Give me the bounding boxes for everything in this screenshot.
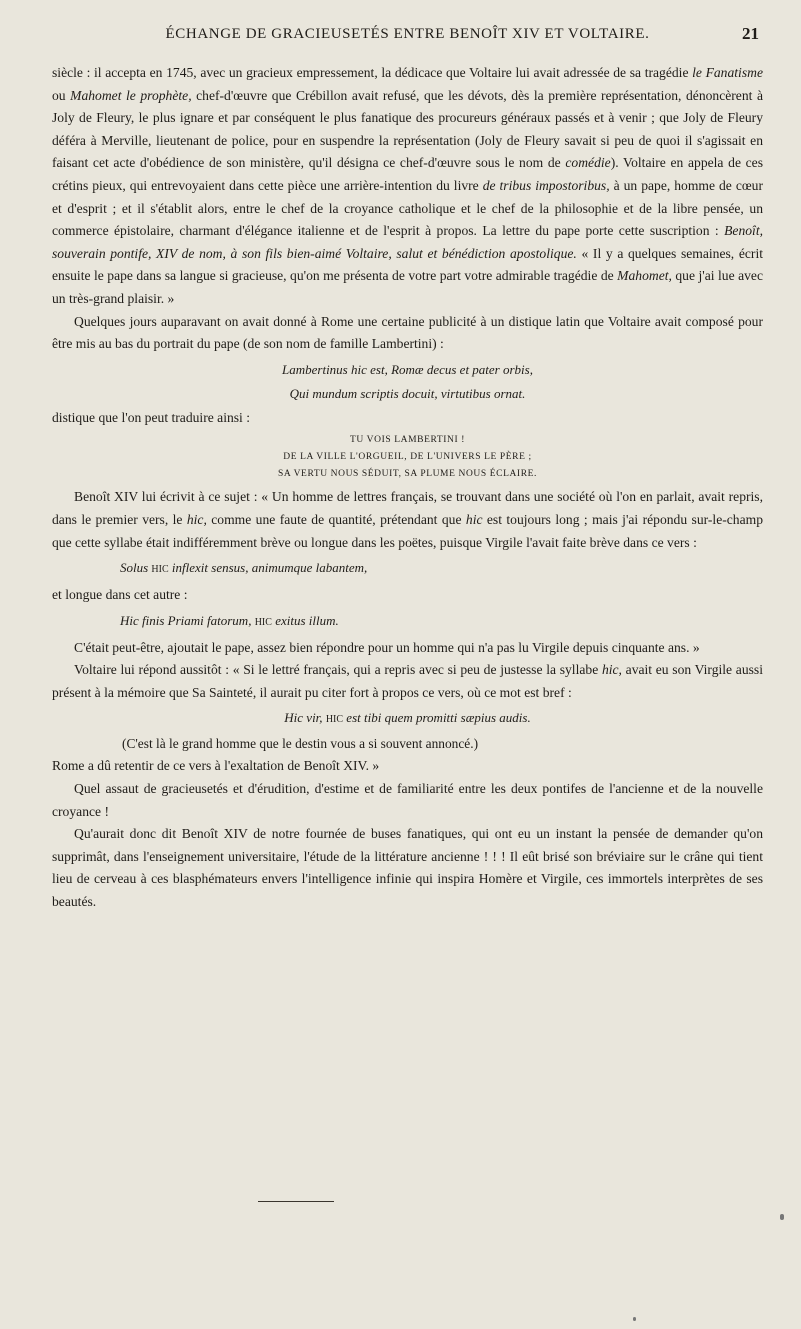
paragraph-9: Quel assaut de gracieusetés et d'érudition, d'estime et de familiarité entre les deux pontifes de l'ancienne et de la nouvelle croyance ! <box>52 781 763 819</box>
print-speck <box>633 1317 636 1321</box>
paragraph-2: Quelques jours auparavant on avait donné à Rome une certaine publicité à un distique latin que Voltaire avait composé pour être mis au bas du portrait du pape (de son nom de famille Lambertini) : <box>52 313 763 352</box>
verse-run: Hic vir, <box>284 710 326 726</box>
text-run: chef-d'œuvre que Crébillon avait refusé, que les dévots, dès la première représentation, dénoncèrent à Joly de Fleury, le plus ignare et par conséquent le plus fanatique des procureurs généraux passés et à venir ; que Joly de Fleury déféra à Merville, lieutenant de police, pour en suspendre la représentation (Joly de Fleury savait si peu de quoi il s'agissait en faisant cet acte d'obédience de son ministère, qu'il désigna ce chef-d'œuvre sous le nom de <box>52 87 763 171</box>
text-run: comme une faute de quantité, prétendant que <box>206 511 466 527</box>
text-run: que j'ai lue avec un très-grand plaisir. » <box>52 268 763 306</box>
paragraph-4 <box>52 486 763 554</box>
verse-run: est tibi quem promitti sæpius audis. <box>343 710 531 726</box>
italic-title: Mahomet, <box>617 268 672 284</box>
translation-caps <box>52 432 763 483</box>
verse-translation: (C'est là le grand homme que le destin vous a si souvent annoncé.) <box>122 736 479 752</box>
latin-verse-3 <box>120 557 763 581</box>
italic-title: Mahomet le prophète, <box>70 87 192 103</box>
paragraph-1 <box>52 62 763 311</box>
paragraph-6: C'était peut-être, ajoutait le pape, assez bien répondre pour un homme qui n'a pas lu Virgile depuis cinquante ans. » <box>74 639 700 655</box>
italic-suscription: Benoît, souverain pontife, XIV de nom, à son fils bien-aimé Voltaire, salut et bénédiction apostolique. <box>52 223 763 261</box>
text-run: siècle : il accepta en 1745, avec un gracieux empressement, la dédicace que Voltaire lui avait adressée de sa tragédie <box>52 65 693 80</box>
italic-word: comédie <box>565 155 611 171</box>
caps-line-1: TU VOIS LAMBERTINI ! <box>350 435 465 446</box>
text-run: à un pape, homme de cœur et d'esprit ; et il s'établit alors, entre le chef de la croyance catholique et le chef de la philosophie et de la libre pensée, un commerce épistolaire, charmant d'élégance italienne et de l'esprit à propos. La lettre du pape porte cette suscription : <box>52 177 763 239</box>
paragraph-3: distique que l'on peut traduire ainsi : <box>52 409 251 425</box>
running-title: ÉCHANGE DE GRACIEUSETÉS ENTRE BENOÎT XIV ET VOLTAIRE. <box>165 26 650 42</box>
footer-rule <box>258 1201 334 1202</box>
paragraph-5: et longue dans cet autre : <box>52 587 188 603</box>
italic-title: le Fanatisme <box>692 65 763 80</box>
italic-word: hic, <box>186 511 207 527</box>
text-run: Benoît XIV lui écrivit à ce sujet : « Un homme de lettres français, se trouvant dans une société où l'on en parlait, avait repris, dans le premier vers, le <box>52 489 763 527</box>
latin-verse-1: Lambertinus hic est, Romæ decus et pater orbis, <box>282 361 533 377</box>
italic-title: de tribus impostoribus, <box>482 177 610 193</box>
verse-caps: HIC <box>325 714 344 726</box>
verse-run: Hic finis Priami fatorum, <box>120 612 255 628</box>
paragraph-10: Qu'aurait donc dit Benoît XIV de notre fournée de buses fanatiques, qui ont eu un instant la pensée de demander qu'on supprimât, dans l'enseignement universitaire, l'étude de la littérature ancienne ! ! ! Il eût brisé son bréviaire sur le crâne qui tient lieu de cerveau à ces blasphémateurs envers l'intelligence infinie qui inspira Homère et Virgile, ces immortels interprètes de ses beautés. <box>52 826 763 910</box>
text-run: Voltaire lui répond aussitôt : « Si le lettré français, qui a repris avec si peu de justesse la syllabe <box>74 662 602 678</box>
latin-verse-2: Qui mundum scriptis docuit, virtutibus ornat. <box>289 385 526 401</box>
text-run: ou <box>52 87 71 103</box>
print-speck <box>780 1214 784 1220</box>
page-header <box>52 22 763 52</box>
page-number: 21 <box>742 24 759 43</box>
verse-run: inflexit sensus, animumque labantem, <box>168 560 368 576</box>
text-run: « Il y a quelques semaines, écrit ensuite le pape dans sa langue si gracieuse, qu'on me présenta de votre part votre admirable tragédie de <box>52 245 763 284</box>
text-run: est toujours long ; mais j'ai répondu sur-le-champ que cette syllabe était indifféremment brève ou longue dans les poëtes, puisque Virgile l'avait faite brève dans ce vers : <box>52 511 763 550</box>
italic-word: hic <box>465 511 483 527</box>
caps-line-3: SA VERTU NOUS SÉDUIT, SA PLUME NOUS ÉCLAIRE. <box>277 469 538 480</box>
latin-verse-4 <box>120 610 763 634</box>
caps-line-2: DE LA VILLE L'ORGUEIL, DE L'UNIVERS LE PÈRE ; <box>283 452 532 463</box>
page-body <box>52 62 763 914</box>
text-run: avait eu son Virgile aussi présent à la mémoire que Sa Sainteté, il aurait pu citer fort à propos ce vers, où ce mot est bref : <box>52 662 763 700</box>
paragraph-8: Rome a dû retentir de ce vers à l'exaltation de Benoît XIV. » <box>52 758 380 774</box>
verse-run: Solus <box>120 560 152 576</box>
verse-caps: HIC <box>151 564 169 576</box>
latin-verse-5 <box>52 707 763 730</box>
paragraph-7 <box>52 659 763 704</box>
verse-run: exitus illum. <box>271 612 339 628</box>
verse-caps: HIC <box>254 616 272 628</box>
text-run: ). Voltaire en appela de ces crétins pieux, qui entrevoyaient dans cette pièce une arrière-intention du livre <box>52 155 764 193</box>
italic-word: hic, <box>601 662 622 678</box>
